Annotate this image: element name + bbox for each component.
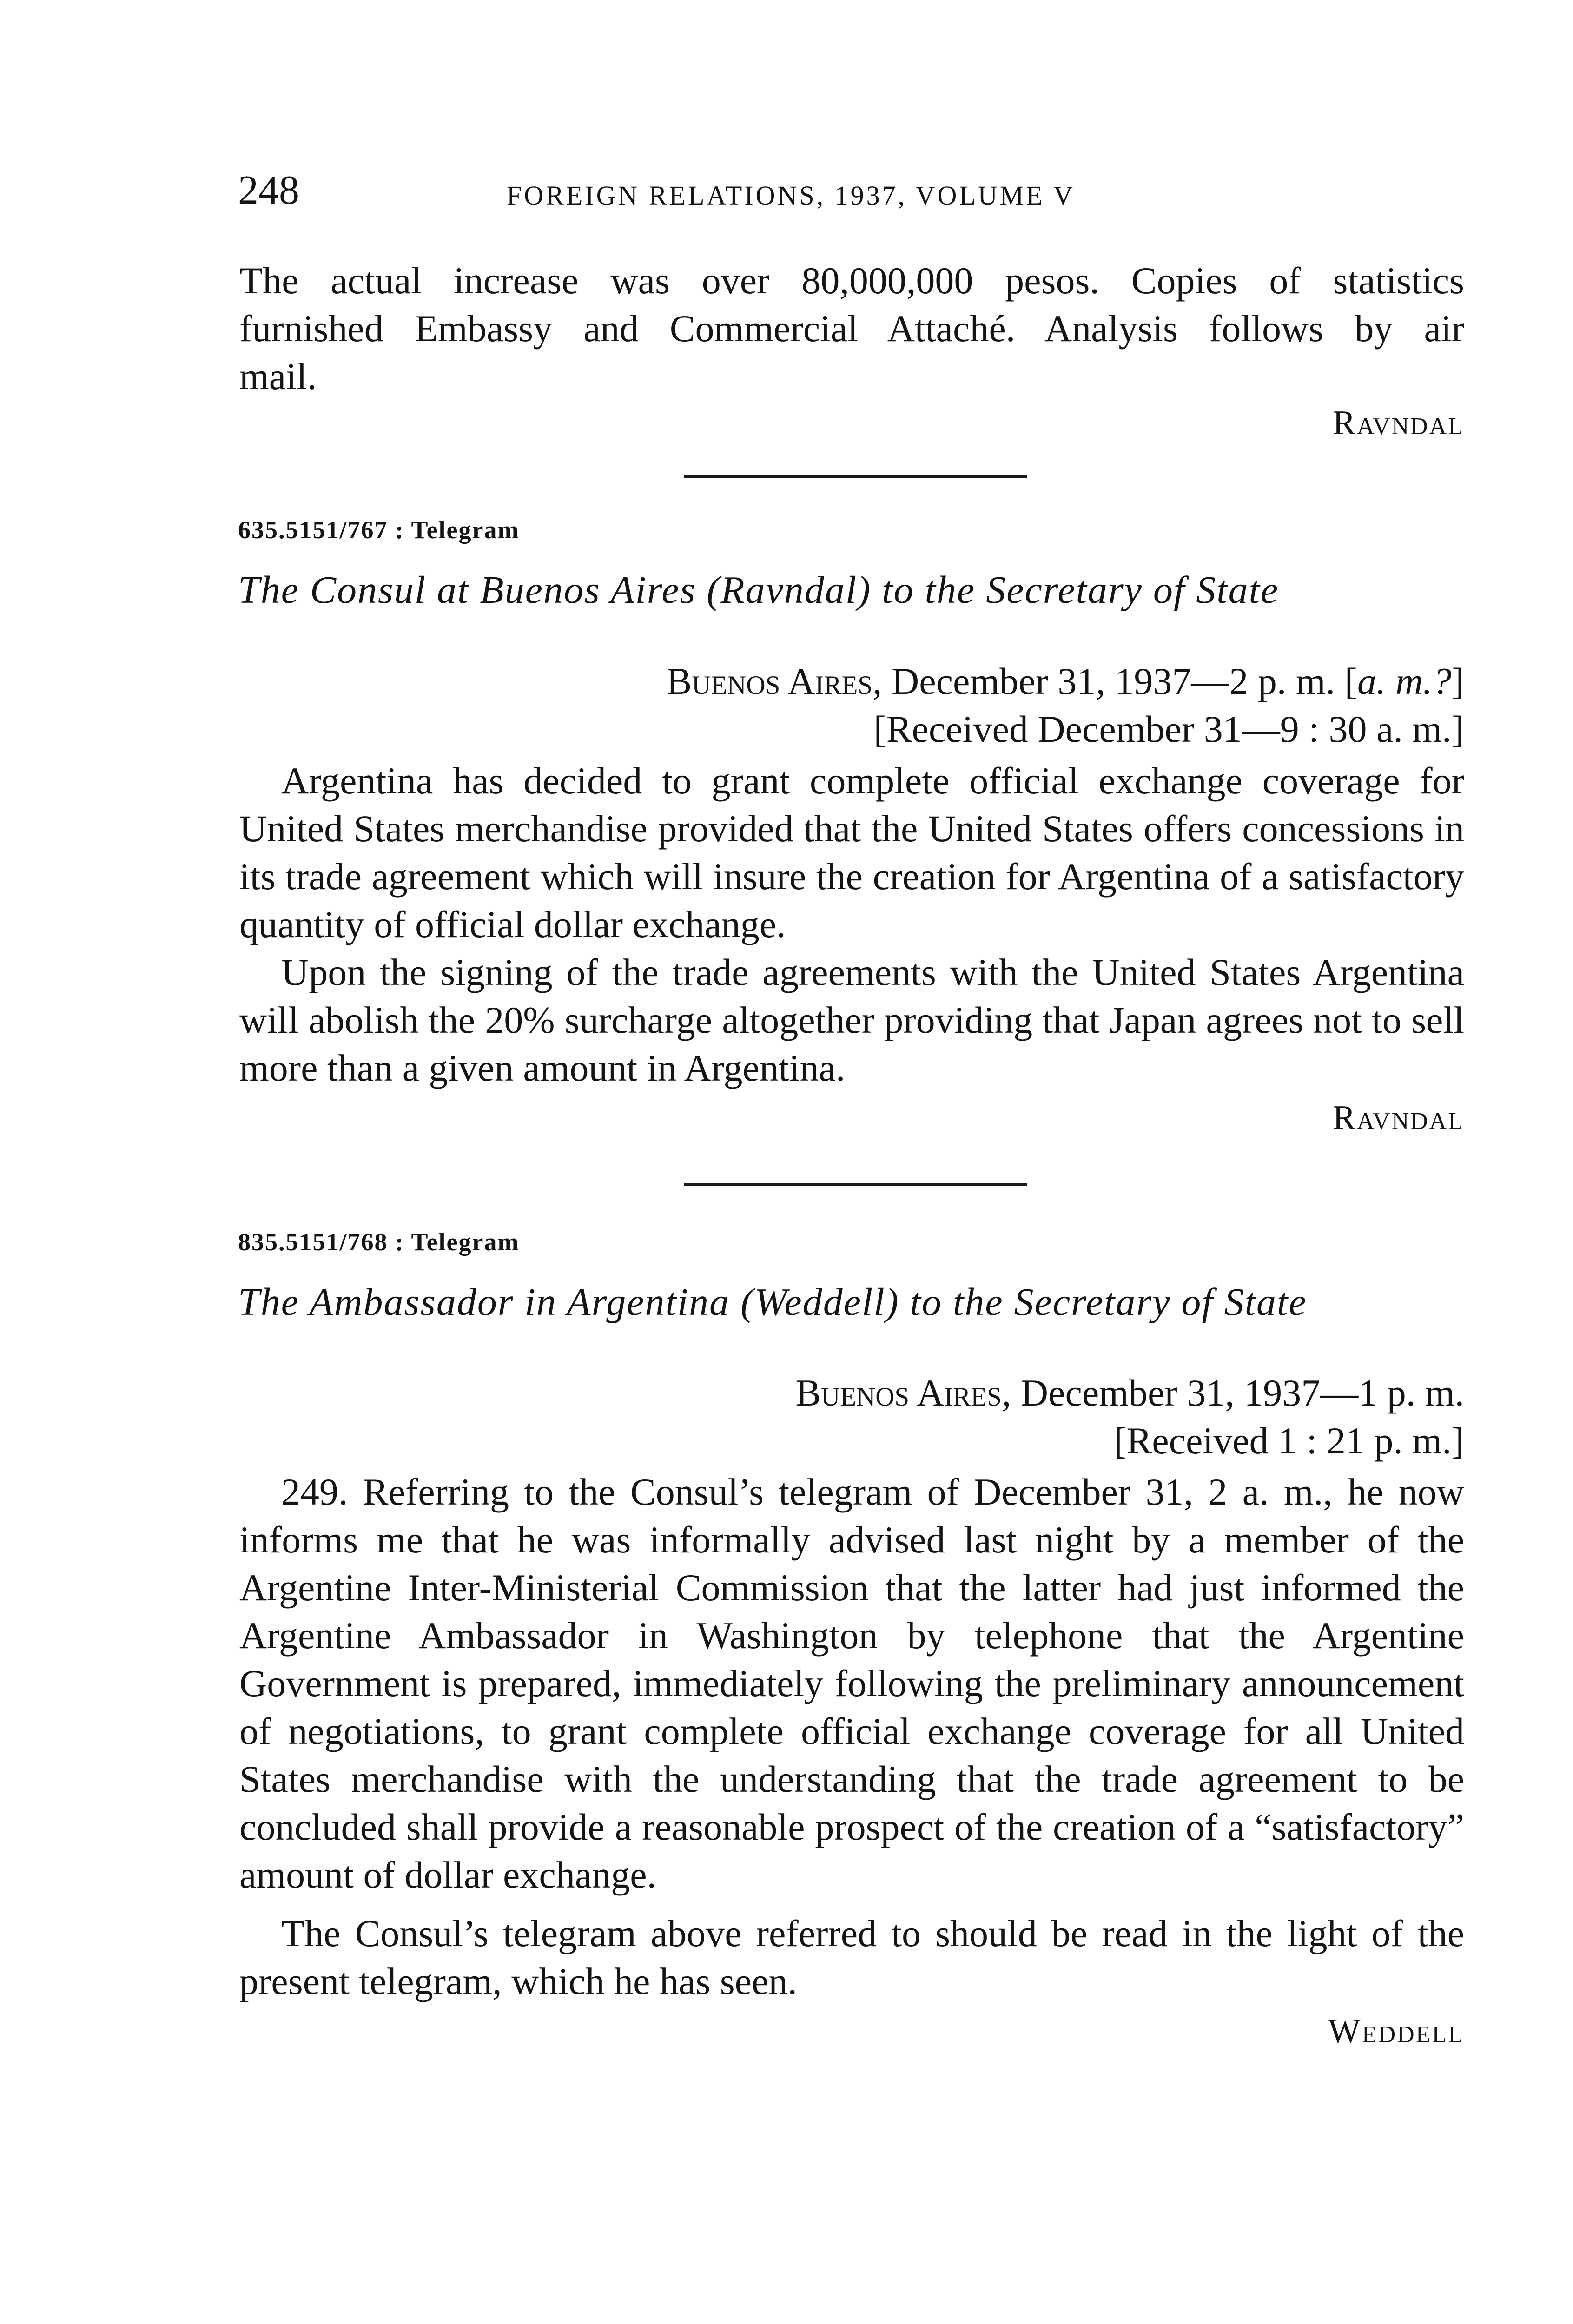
received-768: [Received 1 : 21 p. m.] — [1114, 1419, 1464, 1462]
running-title: FOREIGN RELATIONS, 1937, VOLUME V — [507, 180, 1075, 211]
continued-line-2: furnished Embassy and Commercial Attaché. Analysis follows by air — [239, 307, 1464, 350]
dateline-query: a. m.? — [1357, 660, 1452, 702]
received-767: [Received December 31—9 : 30 a. m.] — [873, 708, 1464, 750]
dateline-place: Buenos Aires — [795, 1372, 1002, 1414]
heading-prefix: The Consul at Buenos Aires ( — [238, 568, 721, 612]
heading-name: Weddell — [754, 1281, 886, 1324]
heading-suffix: ) to the Secretary of State — [885, 1281, 1307, 1324]
file-number-767: 635.5151/767 : Telegram — [238, 516, 520, 544]
signature-weddell: Weddell — [1328, 2012, 1464, 2050]
document-heading-consul — [238, 567, 1279, 614]
body-paragraph-767-2: Upon the signing of the trade agreements with the United States Argentina will abolish the 20% surcharge altogether providing that Japan agrees not to sell more than a given amount in Argentina. — [239, 951, 1464, 1089]
heading-prefix: The Ambassador in Argentina ( — [238, 1281, 755, 1324]
dateline-place: Buenos Aires — [666, 660, 872, 702]
body-paragraph-768-2: The Consul’s telegram above referred to should be read in the light of the present telegram, which he has seen. — [239, 1912, 1464, 2002]
page-number: 248 — [238, 168, 299, 213]
dateline-date: , December 31, 1937—1 p. m. — [1001, 1372, 1464, 1414]
continued-line-3: mail. — [239, 355, 317, 397]
dateline-date: , December 31, 1937—2 p. m. [ — [872, 660, 1357, 702]
body-paragraph-768-1: 249. Referring to the Consul’s telegram of December 31, 2 a. m., he now informs me that he was informally advised last night by a member of the Argentine Inter-Ministerial Commission that the latter had just informed the Argentine Ambassador in Washington by telephone that the Argentine Government is prepared, immediately following the preliminary announcement of negotiations, to grant complete official exchange coverage for all United States merchandise with the understanding that the trade agreement to be concluded shall provide a reasonable prospect of the creation of a “satisfactory” amount of dollar exchange. — [239, 1471, 1464, 1896]
section-divider-1 — [684, 475, 1027, 478]
dateline-768 — [795, 1369, 1464, 1417]
signature-ravndal-2: Ravndal — [1332, 1099, 1464, 1137]
continued-line-1: The actual increase was over 80,000,000 pesos. Copies of statistics — [239, 259, 1464, 302]
body-paragraph-767-1: Argentina has decided to grant complete official exchange coverage for United States merchandise provided that the United States offers concessions in its trade agreement which will insure the creation for Argentina of a satisfactory quantity of official dollar exchange. — [239, 759, 1464, 945]
continued-text — [239, 257, 1464, 400]
signature-ravndal-1: Ravndal — [1332, 404, 1464, 442]
dateline-close: ] — [1451, 660, 1464, 702]
file-number-768: 835.5151/768 : Telegram — [238, 1228, 520, 1256]
heading-suffix: ) to the Secretary of State — [857, 568, 1279, 612]
document-heading-ambassador — [238, 1279, 1307, 1326]
dateline-767 — [667, 657, 1464, 705]
section-divider-2 — [684, 1183, 1027, 1186]
heading-name: Ravndal — [720, 568, 858, 612]
